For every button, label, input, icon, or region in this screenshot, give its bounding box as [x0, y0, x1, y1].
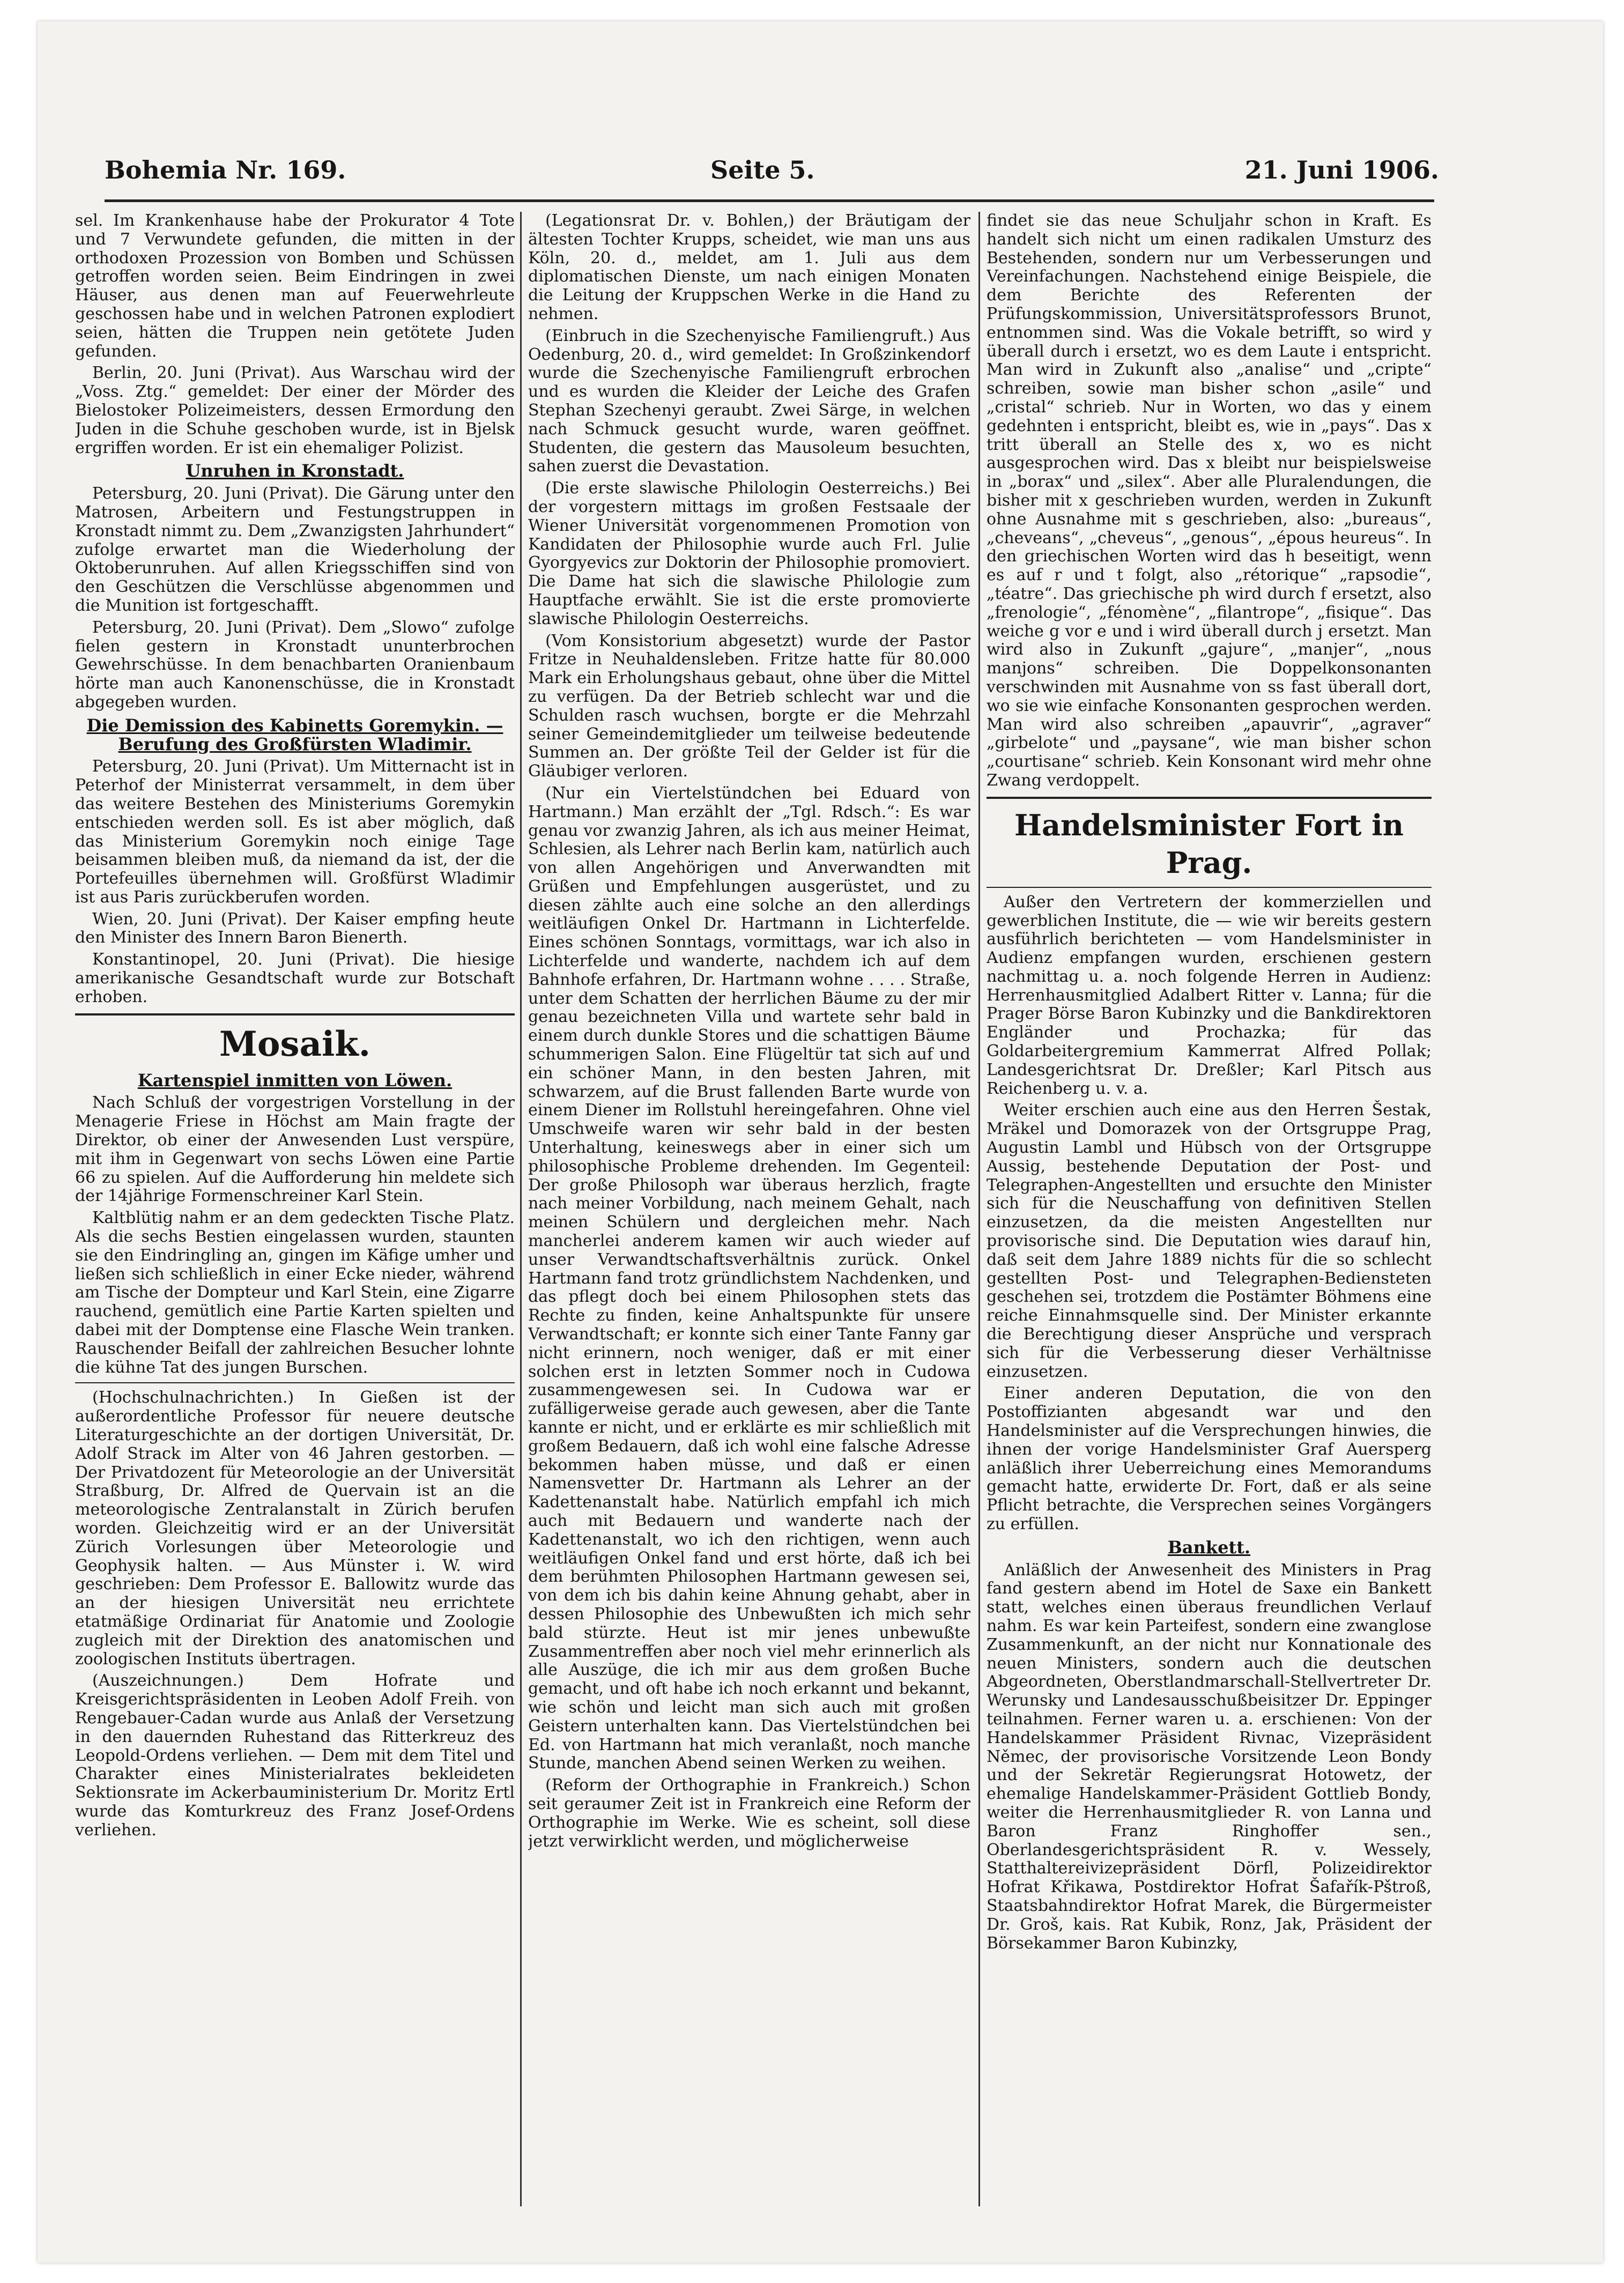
article-text: Weiter erschien auch eine aus den Herren Šestak, Mräkel und Domorazek von der Ortsgruppe Prag, Augustin Lambl und Hübsch von der Ortsgruppe Aussig, bestehende Deputation der Post- und Telegraphen-Angestellten und ersuchte den Minister sich für die Neuschaffung von definitiven Stellen einzusetzen, da die meisten Angestellten nur provisorische sind. Die Deputation wies darauf hin, daß seit dem Jahre 1889 nichts für die so schlecht gestellten Post- und Telegraphen-Bediensteten geschehen sei, trotzdem die Postämter Böhmens eine reiche Einnahmsquelle sind. Der Minister erkannte die Berechtigung dieser Ansprüche und versprach sich für die Verbesserung dieser Verhältnisse einzusetzen. [987, 1101, 1432, 1381]
subheading-kartenspiel: Kartenspiel inmitten von Löwen. [137, 1070, 453, 1091]
article-text: Außer den Vertretern der kommerziellen und gewerblichen Institute, die — wie wir bereits gestern ausführlich berichteten — vom Handelsminister in Audienz empfangen wurden, erschienen gestern nachmittag u. a. noch folgende Herren in Audienz: Herrenhausmitglied Adalbert Ritter v. Lanna; für die Prager Börse Baron Kubinzky und die Bankdirektoren Engländer und Prochazka; für das Goldarbeitergremium Kammerrat Alfred Pollak; Landesgerichtsrat Dr. Dreßler; Karl Pitsch aus Reichenberg u. v. a. [987, 892, 1432, 1098]
subheading-kronstadt: Unruhen in Kronstadt. [186, 461, 404, 481]
column-2 [528, 212, 970, 2217]
article-einbruch: (Einbruch in die Szechenyische Familiengruft.) Aus Oedenburg, 20. d., wird gemeldet: In Großzinkendorf wurde die Szechenyische Familiengruft erbrochen und es wurden die Kleider der Leiche des Grafen Stephan Szechenyi geraubt. Zwei Särge, in welchen nach Schmuck gesucht wurde, waren geöffnet. Studenten, die gestern das Mausoleum besuchten, sahen zuerst die Devastation. [528, 326, 970, 476]
article-text: sel. Im Krankenhause habe der Prokurator 4 Tote und 7 Verwundete gefunden, die mitten in der orthodoxen Prozession von Bomben und Schüssen getroffen worden seien. Beim Eindringen in zwei Häuser, aus denen man auf Feuerwehrleute geschossen habe und in welchen Patronen explodiert seien, hätten die Truppen nein getötete Juden gefunden. [75, 212, 515, 361]
article-hartmann: (Nur ein Viertelstündchen bei Eduard von Hartmann.) Man erzählt der „Tgl. Rdsch.“: Es war genau vor zwanzig Jahren, als ich aus meiner Heimat, Schlesien, als Lehrer nach Berlin kam, natürlich auch von allen Angehörigen und Anverwandten mit Grüßen und Empfehlungen ausgerüstet, und zu diesen zählte auch eine solche an den allerdings weitläufigen Onkel Dr. Hartmann in Lichterfelde. Eines schönen Sonntags, vormittags, war ich also in Lichterfelde und wanderte, nachdem ich auf dem Bahnhofe erfahren, Dr. Hartmann wohne . . . . Straße, unter dem Schatten der herrlichen Bäume zu der mir genau bezeichneten Villa und wartete sehr bald in einem durch dunkle Stores und die schattigen Bäume schummerigen Salon. Eine Flügeltür tat sich auf und ein schöner Mann, in den besten Jahren, mit schwarzem, auf die Brust fallenden Barte wurde von einem Diener im Rollstuhl hereingefahren. Ohne viel Umschweife waren wir sehr bald in der besten Unterhaltung, keineswegs aber in einer sich um philosophische Probleme drehenden. Im Gegenteil: Der große Philosoph war überaus herzlich, fragte nach meiner Vorbildung, nach meinem Gehalt, nach meinen Schülern und dergleichen mehr. Nach mancherlei anderem kamen wir auch wieder auf unser Verwandtschaftsverhältnis zurück. Onkel Hartmann fand trotz gründlichstem Nachdenken, und das pflegt doch bei einem Philosophen stets das Rechte zu finden, keine Anhaltspunkte für unsere Verwandtschaft; er konnte sich einer Tante Fanny gar nicht erinnern, noch weniger, daß er mit einer solchen erst in letzten Sommer noch in Cudowa zusammengewesen sei. In Cudowa war er zufälligerweise gerade auch gewesen, aber die Tante kannte er nicht, und er erklärte es mir schließlich mit großem Bedauern, daß ich wohl eine falsche Adresse bekommen haben müsse, und daß er einen Namensvetter Dr. Hartmann als Lehrer an der Kadettenanstalt habe. Natürlich empfahl ich mich auch mit Bedauern und wanderte nach der Kadettenanstalt, wo ich den richtigen, wenn auch weitläufigen Onkel fand und erst hörte, daß ich bei dem berühmten Philosophen Hartmann gewesen sei, von dem ich bis dahin keine Ahnung gehabt, aber in dessen Philosophie des Unbewußten ich mich sehr bald stürzte. Heut ist mir jenes unbewußte Zusammentreffen aber noch viel mehr erinnerlich als alle Auszüge, die ich mir aus dem großen Buche gemacht, und oft habe ich noch erkannt und bekannt, wie schön und leicht man sich auch mit großen Geistern unterhalten kann. Das Viertelstündchen bei Ed. von Hartmann hat mich veranlaßt, noch manche Stunde, manchen Abend seinen Werken zu weihen. [528, 783, 970, 1773]
subheading-bankett: Bankett. [1167, 1537, 1251, 1558]
section-title-fort: Handelsminister Fort in Prag. [1014, 807, 1404, 880]
article-hochschulnachrichten: (Hochschulnachrichten.) In Gießen ist der außerordentliche Professor für neuere deutsche Literaturgeschichte an der dortigen Universität, Dr. Adolf Strack im Alter von 46 Jahren gestorben. — Der Privatdozent für Meteorologie an der Universität Straßburg, Dr. Alfred de Quervain ist an die meteorologische Zentralanstalt in Zürich berufen worden. Gleichzeitig wird er an der Universität Zürich Vorlesungen über Meteorologie und Geophysik halten. — Aus Münster i. W. wird geschrieben: Dem Professor E. Ballowitz wurde das an der hiesigen Universität neu errichtete etatmäßige Ordinariat für Anatomie und Zoologie zugleich mit der Direktion des anatomischen und zoologischen Instituts übertragen. [75, 1388, 515, 1669]
column-1 [75, 212, 515, 2217]
article-philologin: (Die erste slawische Philologin Oesterreichs.) Bei der vorgestern mittags im großen Festsaale der Wiener Universität vorgenommenen Promotion von Kandidaten der Philosophie wurde auch Frl. Julie Gyorgyevics zur Doktorin der Philosophie promoviert. Die Dame hat sich die slawische Philologie zum Hauptfache erwählt. Sie ist die erste promovierte slawische Philologin Oesterreichs. [528, 479, 970, 628]
issue-date: 21. Juni 1906. [1244, 155, 1439, 184]
article-orthographie: (Reform der Orthographie in Frankreich.) Schon seit geraumer Zeit ist in Frankreich eine Reform der Orthographie im Werke. Wie es scheint, soll diese jetzt verwirklicht werden, und möglicherweise [528, 1776, 970, 1851]
article-konsistorium: (Vom Konsistorium abgesetzt) wurde der Pastor Fritze in Neuhaldensleben. Fritze hatte für 80.000 Mark ein Erholungshaus gebaut, ohne über die Mittel zu verfügen. Da der Betrieb schlecht war und die Schulden rasch wuchsen, borgte er die Mehrzahl seiner Gemeindemitglieder um teilweise bedeutende Summen an. Der größte Teil der Gelder ist für die Gläubiger verloren. [528, 631, 970, 781]
column-rule-2 [978, 212, 980, 2206]
column-rule-1 [520, 212, 522, 2206]
divider [987, 887, 1432, 888]
article-text: Einer anderen Deputation, die von den Postoffizianten abgesandt war und den Handelsminister auf die Versprechungen hinwies, die ihnen der vorige Handelsminister Graf Auersperg anläßlich ihrer Ueberreichung eines Memorandums gemacht hatte, erwiderte Dr. Fort, daß er als seine Pflicht betrachte, die Versprechen seines Vorgängers zu erfüllen. [987, 1384, 1432, 1533]
dispatch-petersburg-1: Petersburg, 20. Juni (Privat). Die Gärung unter den Matrosen, Arbeitern und Festungstruppen in Kronstadt nimmt zu. Dem „Zwanzigsten Jahrhundert“ zufolge erwartet man die Wiederholung der Oktoberunruhen. Auf allen Kriegsschiffen sind von den Geschützen die Verschlüsse abgenommen und die Munition ist fortgeschafft. [75, 484, 515, 615]
header-rule [105, 199, 1434, 202]
issue-number: Bohemia Nr. 169. [105, 155, 346, 184]
article-text: Anläßlich der Anwesenheit des Ministers in Prag fand gestern abend im Hotel de Saxe ein Bankett statt, welches einen überaus freundlichen Verlauf nahm. Es war kein Parteifest, sondern eine zwanglose Zusammenkunft, an der nicht nur Konnationale des neuen Ministers, sondern auch die deutschen Abgeordneten, Oberstlandmarschall-Stellvertreter Dr. Werunsky und Landesausschußbeisitzer Dr. Eppinger teilnahmen. Ferner waren u. a. erschienen: Von der Handelskammer Präsident Rivnac, Vizepräsident Němec, der provisorische Vorsitzende Leon Bondy und der Sekretär Regierungsrat Hotowetz, der ehemalige Handelskammer-Präsident Gottlieb Bondy, weiter die Herrenhausmitglieder R. von Lanna und Baron Franz Ringhoffer sen., Oberlandesgerichtspräsident R. v. Wessely, Statthaltereivizepräsident Dörfl, Polizeidirektor Hofrat Křikawa, Postdirektor Hofrat Šafařík-Pštroß, Staatsbahndirektor Hofrat Marek, die Bürgermeister Dr. Groš, kais. Rat Kubik, Ronz, Jak, Präsident der Börsekammer Baron Kubinzky, [987, 1560, 1432, 1953]
dispatch-petersburg-3: Petersburg, 20. Juni (Privat). Um Mitternacht ist in Peterhof der Ministerrat versammelt, in dem über das weitere Bestehen des Ministeriums Goremykin entschieden werden soll. Es ist aber möglich, daß das Ministerium Goremykin noch einige Tage beisammen bleiben muß, da niemand da ist, der die Portefeuilles übernehmen will. Großfürst Wladimir ist aus Paris zurückberufen worden. [75, 757, 515, 907]
section-rule [75, 1013, 515, 1016]
section-title-mosaik: Mosaik. [219, 1024, 370, 1064]
article-orthographie-cont: findet sie das neue Schuljahr schon in Kraft. Es handelt sich nicht um einen radikalen Umsturz des Bestehenden, sondern nur um Verbesserungen und Vereinfachungen. Nachstehend einige Beispiele, die dem Berichte des Referenten der Prüfungskommission, Universitätsprofessors Brunot, entnommen sind. Was die Vokale betrifft, so wird y überall durch i ersetzt, wo es dem Laute i entspricht. Man wird in Zukunft also „analise“ und „cripte“ schreiben, sowie man bisher schon „asile“ und „cristal“ schrieb. Nur in Worten, wo das y einem gedehnten i entspricht, bleibt es, wie in „pays“. Das x tritt überall an Stelle des x, wo es nicht ausgesprochen wird. Das x bleibt nur beispielsweise in „borax“ und „silex“. Aber alle Pluralendungen, die bisher mit x geschrieben wurden, werden in Zukunft ohne Ausnahme mit s geschrieben, also: „bureaus“, „cheveans“, „cheveus“, „genous“, „épous heureus“. In den griechischen Worten wird das h beseitigt, wenn es auf r und t folgt, also „rétorique“ „rapsodie“, „téatre“. Das griechische ph wird durch f ersetzt, also „frenologie“, „fénomène“, „filantrope“, „fisique“. Das weiche g vor e und i wird überall durch j ersetzt. Man wird also in Zukunft „gajure“, „manjer“, „nous manjons“ schreiben. Die Doppelkonsonanten verschwinden mit Ausnahme von ss fast überall dort, wo sie wie einfache Konsonanten gesprochen werden. Man wird also schreiben „apauvrir“, „agraver“ „girbelote“ und „paysane“, wie man bisher schon „courtisane“ schrieb. Kein Konsonant wird mehr ohne Zwang verdoppelt. [987, 212, 1432, 790]
page-header [105, 155, 1439, 198]
article-text: Nach Schluß der vorgestrigen Vorstellung in der Menagerie Friese in Höchst am Main fragte der Direktor, ob einer der Anwesenden Lust verspüre, mit ihm in Gegenwart von sechs Löwen eine Partie 66 zu spielen. Auf die Aufforderung hin meldete sich der 14jährige Formenschreiner Karl Stein. [75, 1093, 515, 1206]
dispatch-wien: Wien, 20. Juni (Privat). Der Kaiser empfing heute den Minister des Innern Baron Bienerth. [75, 909, 515, 947]
subheading-demission: Die Demission des Kabinetts Goremykin. — Berufung des Großfürsten Wladimir. [86, 715, 503, 754]
article-text: Kaltblütig nahm er an dem gedeckten Tische Platz. Als die sechs Bestien eingelassen wurden, staunten sie den Eindringling an, gingen im Käfige umher und ließen sich schließlich in einer Ecke nieder, während am Tische der Dompteur und Karl Stein, eine Zigarre rauchend, gemütlich eine Partie Karten spielten und dabei mit der Domptense eine Flasche Wein tranken. Rauschender Beifall der zahlreichen Besucher lohnte die kühne Tat des jungen Burschen. [75, 1209, 515, 1377]
page-number: Seite 5. [710, 155, 815, 184]
article-auszeichnungen: (Auszeichnungen.) Dem Hofrate und Kreisgerichtspräsidenten in Leoben Adolf Freih. von Rengebauer-Cadan wurde aus Anlaß der Versetzung in den dauernden Ruhestand das Ritterkreuz des Leopold-Ordens verliehen. — Dem mit dem Titel und Charakter eines Ministerialrates bekleideten Sektionsrate im Ackerbauministerium Dr. Moritz Ertl wurde das Komturkreuz des Franz Josef-Ordens verliehen. [75, 1671, 515, 1840]
dispatch-petersburg-2: Petersburg, 20. Juni (Privat). Dem „Slowo“ zufolge fielen gestern in Kronstadt ununterbrochen Gewehrschüsse. In dem benachbarten Oranienbaum hörte man auch Kanonenschüsse, die in Kronstadt abgegeben wurden. [75, 618, 515, 711]
article-bohlen: (Legationsrat Dr. v. Bohlen,) der Bräutigam der ältesten Tochter Krupps, scheidet, wie man uns aus Köln, 20. d., meldet, am 1. Juli aus dem diplomatischen Dienste, um nach einigen Monaten die Leitung der Kruppschen Werke in die Hand zu nehmen. [528, 212, 970, 323]
divider [75, 1382, 515, 1383]
column-3 [987, 212, 1432, 2217]
section-rule [987, 797, 1432, 799]
dispatch-konstantinopel: Konstantinopel, 20. Juni (Privat). Die hiesige amerikanische Gesandtschaft wurde zur Botschaft erhoben. [75, 950, 515, 1006]
dispatch-berlin: Berlin, 20. Juni (Privat). Aus Warschau wird der „Voss. Ztg.“ gemeldet: Der einer der Mörder des Bielostoker Polizeimeisters, dessen Ermordung den Juden in die Schuhe geschoben wurde, ist in Bjelsk ergriffen worden. Er ist ein ehemaliger Polizist. [75, 364, 515, 457]
